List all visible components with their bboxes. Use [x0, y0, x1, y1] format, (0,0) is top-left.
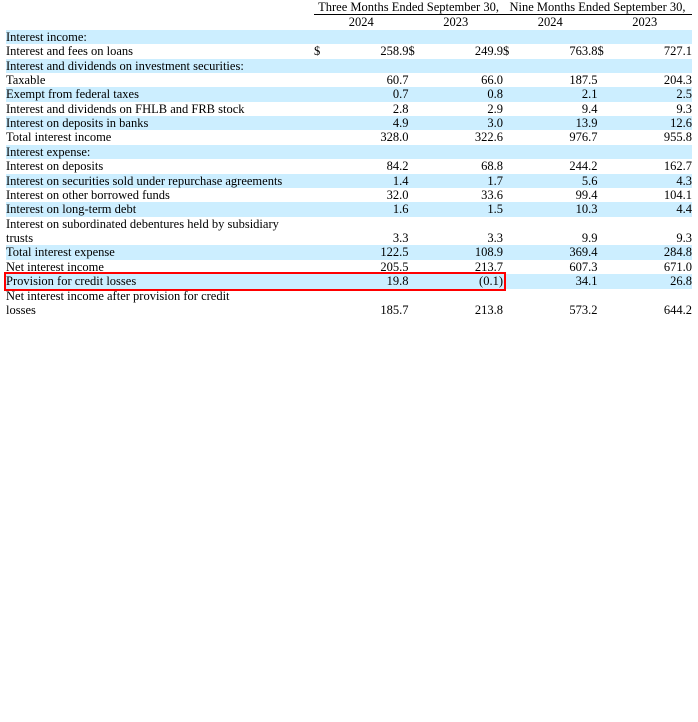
row-value — [616, 145, 692, 159]
currency-symbol-cell — [503, 303, 521, 317]
currency-symbol-cell — [597, 174, 615, 188]
currency-symbol-cell — [597, 87, 615, 101]
row-label: Interest on long-term debt — [6, 202, 314, 216]
row-label: Interest income: — [6, 30, 314, 44]
header-year-ytd-2024: 2024 — [537, 15, 563, 30]
currency-symbol-cell — [597, 116, 615, 130]
row-value: 3.3 — [427, 231, 503, 245]
currency-symbol-cell — [409, 289, 427, 303]
currency-symbol-cell — [597, 130, 615, 144]
row-value — [521, 289, 597, 303]
currency-symbol-cell — [503, 260, 521, 274]
row-label: Interest on deposits — [6, 159, 314, 173]
row-value: 10.3 — [521, 202, 597, 216]
row-value — [427, 145, 503, 159]
currency-symbol-cell — [503, 73, 521, 87]
row-value: 1.5 — [427, 202, 503, 216]
row-value — [616, 30, 692, 44]
row-value — [427, 217, 503, 231]
currency-symbol-cell — [314, 174, 332, 188]
currency-symbol-cell — [409, 59, 427, 73]
currency-symbol-cell — [314, 245, 332, 259]
table-row — [6, 102, 692, 116]
row-label: Total interest income — [6, 130, 314, 144]
table-row — [6, 274, 692, 288]
row-value: 13.9 — [521, 116, 597, 130]
row-label: Taxable — [6, 73, 314, 87]
currency-symbol-cell — [314, 159, 332, 173]
row-value: 122.5 — [333, 245, 409, 259]
row-value: 9.4 — [521, 102, 597, 116]
currency-symbol-cell — [597, 260, 615, 274]
currency-symbol-cell — [314, 116, 332, 130]
currency-symbol-cell — [409, 274, 427, 288]
currency-symbol-cell — [409, 30, 427, 44]
row-label: Exempt from federal taxes — [6, 87, 314, 101]
row-value: 32.0 — [333, 188, 409, 202]
row-value — [521, 59, 597, 73]
row-value: 955.8 — [616, 130, 692, 144]
row-value: 244.2 — [521, 159, 597, 173]
currency-symbol-cell: $ — [597, 44, 615, 58]
currency-symbol-cell — [503, 289, 521, 303]
header-year-row — [6, 15, 692, 30]
currency-symbol-cell — [409, 145, 427, 159]
currency-symbol-cell — [314, 202, 332, 216]
currency-symbol-cell — [409, 303, 427, 317]
row-label: Interest expense: — [6, 145, 314, 159]
row-value: 671.0 — [616, 260, 692, 274]
currency-symbol-cell — [503, 87, 521, 101]
row-value: 12.6 — [616, 116, 692, 130]
table-row — [6, 130, 692, 144]
row-value: 185.7 — [333, 303, 409, 317]
currency-symbol-cell: $ — [409, 44, 427, 58]
row-label: Net interest income — [6, 260, 314, 274]
header-year-ytd-2023: 2023 — [632, 15, 658, 30]
table-row — [6, 245, 692, 259]
currency-symbol-cell — [503, 174, 521, 188]
row-label: Total interest expense — [6, 245, 314, 259]
currency-symbol-cell — [503, 145, 521, 159]
header-spacer-2 — [6, 15, 314, 30]
row-value: 3.3 — [333, 231, 409, 245]
row-value: 369.4 — [521, 245, 597, 259]
currency-symbol-cell — [314, 303, 332, 317]
row-label: Interest on securities sold under repurchase agreements — [6, 174, 314, 188]
currency-symbol-cell — [314, 289, 332, 303]
row-value — [427, 59, 503, 73]
table-row — [6, 159, 692, 173]
currency-symbol-cell — [503, 30, 521, 44]
currency-symbol-cell — [503, 231, 521, 245]
table-row — [6, 231, 692, 245]
currency-symbol-cell — [597, 231, 615, 245]
row-value: 19.8 — [333, 274, 409, 288]
currency-symbol-cell — [409, 73, 427, 87]
currency-symbol-cell — [409, 116, 427, 130]
currency-symbol-cell — [597, 145, 615, 159]
currency-symbol-cell — [409, 231, 427, 245]
row-value — [521, 145, 597, 159]
currency-symbol-cell — [503, 59, 521, 73]
currency-symbol-cell — [597, 59, 615, 73]
currency-symbol-cell — [597, 159, 615, 173]
row-value: 249.9 — [427, 44, 503, 58]
row-value: 4.4 — [616, 202, 692, 216]
currency-symbol-cell — [597, 102, 615, 116]
row-value: 763.8 — [521, 44, 597, 58]
currency-symbol-cell — [503, 116, 521, 130]
currency-symbol-cell — [503, 102, 521, 116]
currency-symbol-cell — [597, 274, 615, 288]
row-label: Interest on deposits in banks — [6, 116, 314, 130]
currency-symbol-cell — [409, 174, 427, 188]
currency-symbol-cell — [314, 231, 332, 245]
row-value: 205.5 — [333, 260, 409, 274]
header-year-q-2023: 2023 — [443, 15, 469, 30]
row-value: 976.7 — [521, 130, 597, 144]
row-value — [521, 217, 597, 231]
row-value: 328.0 — [333, 130, 409, 144]
row-value: 26.8 — [616, 274, 692, 288]
table-row — [6, 289, 692, 303]
currency-symbol-cell — [314, 188, 332, 202]
table-body — [6, 30, 692, 318]
row-value: 33.6 — [427, 188, 503, 202]
row-label: Interest and dividends on investment securities: — [6, 59, 314, 73]
currency-symbol-cell — [597, 188, 615, 202]
row-value: 5.6 — [521, 174, 597, 188]
table-row — [6, 260, 692, 274]
table-row — [6, 303, 692, 317]
row-label: Interest and fees on loans — [6, 44, 314, 58]
row-value: 284.8 — [616, 245, 692, 259]
row-value: 104.1 — [616, 188, 692, 202]
row-value: 9.3 — [616, 102, 692, 116]
currency-symbol-cell — [597, 202, 615, 216]
currency-symbol-cell — [503, 274, 521, 288]
currency-symbol-cell — [314, 59, 332, 73]
row-value — [333, 59, 409, 73]
currency-symbol-cell — [597, 289, 615, 303]
row-value: 0.7 — [333, 87, 409, 101]
row-value: 727.1 — [616, 44, 692, 58]
row-value: 162.7 — [616, 159, 692, 173]
row-label: Interest and dividends on FHLB and FRB stock — [6, 102, 314, 116]
currency-symbol-cell — [409, 217, 427, 231]
row-value: 1.7 — [427, 174, 503, 188]
header-group-row — [6, 0, 692, 15]
table-row — [6, 44, 692, 58]
header-year-q-2024: 2024 — [348, 15, 374, 30]
row-value: 0.8 — [427, 87, 503, 101]
currency-symbol-cell — [314, 217, 332, 231]
row-value: 1.6 — [333, 202, 409, 216]
currency-symbol-cell — [503, 202, 521, 216]
row-value — [427, 30, 503, 44]
row-value: 213.7 — [427, 260, 503, 274]
currency-symbol-cell — [314, 274, 332, 288]
row-value: 108.9 — [427, 245, 503, 259]
row-value — [616, 289, 692, 303]
header-spacer — [6, 0, 314, 15]
row-value: 2.1 — [521, 87, 597, 101]
row-value: 34.1 — [521, 274, 597, 288]
row-value: 9.3 — [616, 231, 692, 245]
row-value: 99.4 — [521, 188, 597, 202]
row-label: trusts — [6, 231, 314, 245]
currency-symbol-cell — [597, 217, 615, 231]
currency-symbol-cell — [314, 102, 332, 116]
table-row — [6, 73, 692, 87]
row-label: Interest on subordinated debentures held by subsidiary — [6, 217, 314, 231]
row-value — [427, 289, 503, 303]
table-row — [6, 174, 692, 188]
row-value — [616, 217, 692, 231]
row-value — [333, 30, 409, 44]
currency-symbol-cell — [409, 188, 427, 202]
currency-symbol-cell — [503, 217, 521, 231]
row-value: 187.5 — [521, 73, 597, 87]
row-value: 204.3 — [616, 73, 692, 87]
currency-symbol-cell — [409, 87, 427, 101]
row-value: 2.9 — [427, 102, 503, 116]
row-label: losses — [6, 303, 314, 317]
currency-symbol-cell — [409, 245, 427, 259]
table-row — [6, 217, 692, 231]
row-value: 322.6 — [427, 130, 503, 144]
currency-symbol-cell — [409, 102, 427, 116]
row-value — [616, 59, 692, 73]
row-value: 2.5 — [616, 87, 692, 101]
currency-symbol-cell — [314, 145, 332, 159]
row-value: 84.2 — [333, 159, 409, 173]
currency-symbol-cell — [409, 202, 427, 216]
currency-symbol-cell — [314, 30, 332, 44]
currency-symbol-cell — [314, 87, 332, 101]
row-value — [333, 217, 409, 231]
row-value — [333, 145, 409, 159]
row-value: 60.7 — [333, 73, 409, 87]
currency-symbol-cell — [314, 130, 332, 144]
row-value: 258.9 — [333, 44, 409, 58]
row-value — [333, 289, 409, 303]
row-value: 573.2 — [521, 303, 597, 317]
row-label: Interest on other borrowed funds — [6, 188, 314, 202]
row-value: 2.8 — [333, 102, 409, 116]
row-label: Provision for credit losses — [6, 274, 314, 288]
currency-symbol-cell: $ — [503, 44, 521, 58]
row-value: 213.8 — [427, 303, 503, 317]
row-value: 1.4 — [333, 174, 409, 188]
row-value: 9.9 — [521, 231, 597, 245]
currency-symbol-cell — [597, 73, 615, 87]
table-row — [6, 145, 692, 159]
header-group-three-months: Three Months Ended September 30, — [314, 0, 503, 15]
currency-symbol-cell — [314, 73, 332, 87]
currency-symbol-cell — [503, 130, 521, 144]
row-value: 66.0 — [427, 73, 503, 87]
currency-symbol-cell — [409, 260, 427, 274]
row-value: 607.3 — [521, 260, 597, 274]
row-value: 68.8 — [427, 159, 503, 173]
currency-symbol-cell — [314, 260, 332, 274]
currency-symbol-cell — [409, 130, 427, 144]
row-value — [521, 30, 597, 44]
currency-symbol-cell — [409, 159, 427, 173]
table-row — [6, 59, 692, 73]
header-group-nine-months: Nine Months Ended September 30, — [503, 0, 692, 15]
table-row — [6, 202, 692, 216]
currency-symbol-cell: $ — [314, 44, 332, 58]
row-label: Net interest income after provision for credit — [6, 289, 314, 303]
currency-symbol-cell — [503, 188, 521, 202]
row-value: 644.2 — [616, 303, 692, 317]
row-value: (0.1) — [427, 274, 503, 288]
table-row — [6, 87, 692, 101]
table-row — [6, 30, 692, 44]
row-value: 3.0 — [427, 116, 503, 130]
currency-symbol-cell — [503, 159, 521, 173]
row-value: 4.3 — [616, 174, 692, 188]
income-statement-table — [6, 0, 692, 317]
table-row — [6, 188, 692, 202]
currency-symbol-cell — [597, 303, 615, 317]
table-row — [6, 116, 692, 130]
currency-symbol-cell — [597, 245, 615, 259]
currency-symbol-cell — [597, 30, 615, 44]
currency-symbol-cell — [503, 245, 521, 259]
row-value: 4.9 — [333, 116, 409, 130]
